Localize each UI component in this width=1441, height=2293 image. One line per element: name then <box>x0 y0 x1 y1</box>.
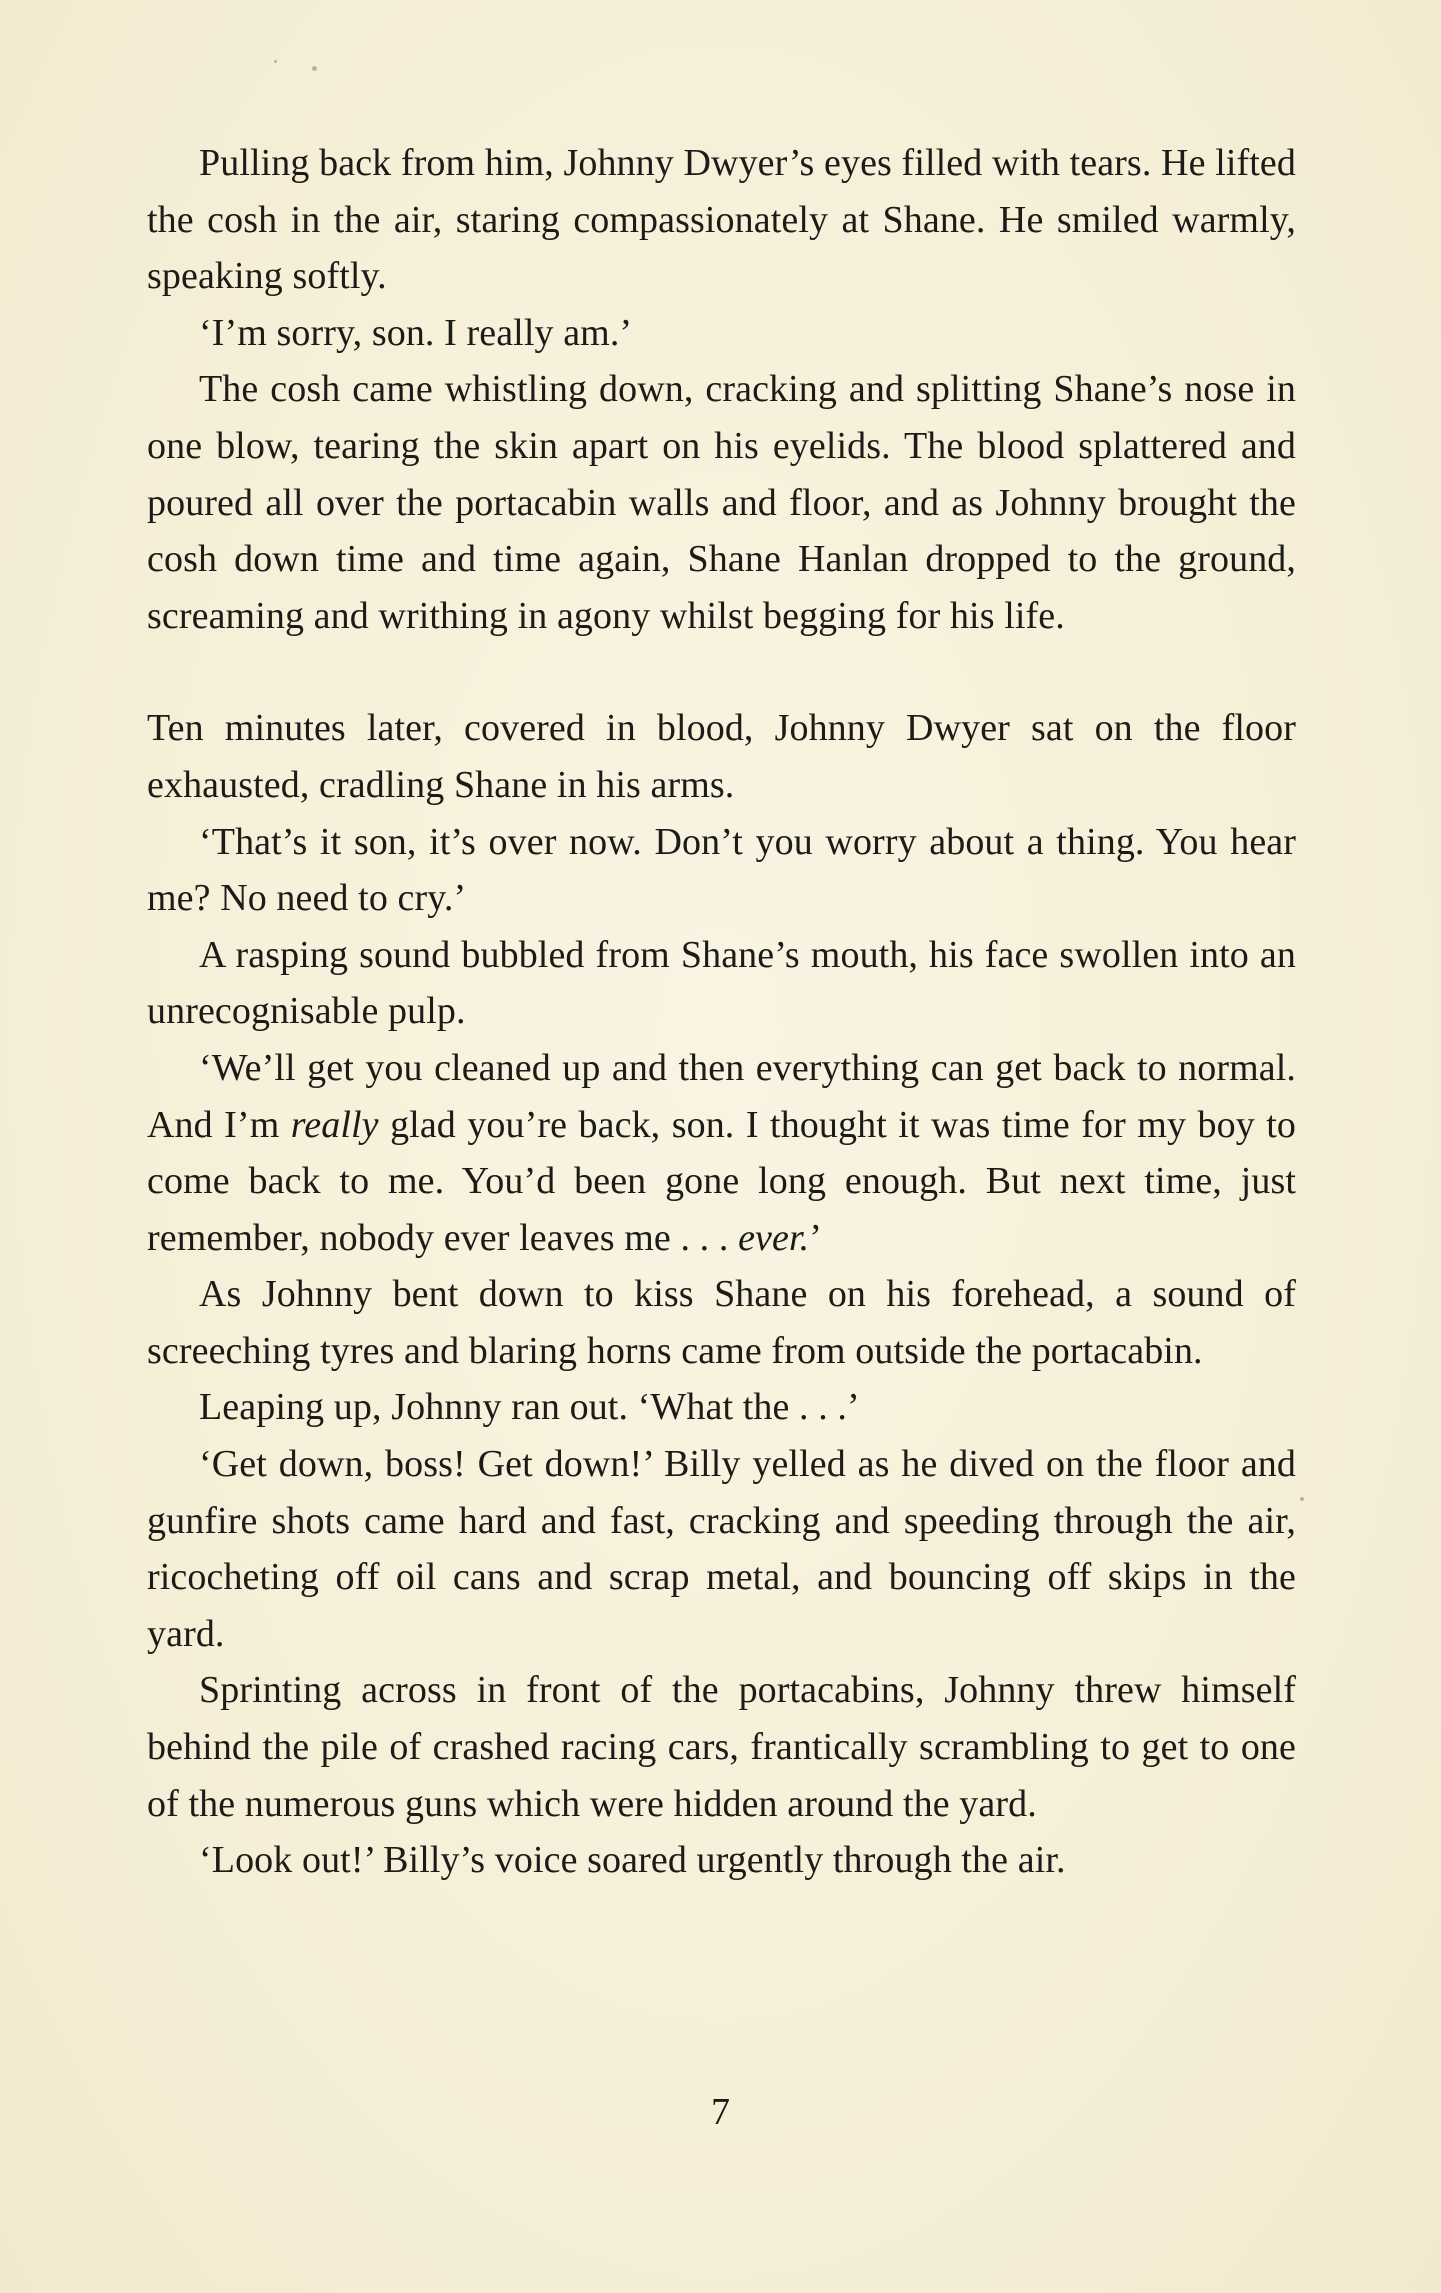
section-break <box>147 644 1296 700</box>
dust-speck <box>274 60 277 63</box>
paragraph <box>147 1266 1296 1379</box>
paragraph <box>147 361 1296 644</box>
paragraph <box>147 135 1296 305</box>
dust-speck <box>312 66 317 71</box>
body-text <box>147 135 1296 1889</box>
paragraph <box>147 305 1296 362</box>
paragraph-text: ‘Look out!’ Billy’s voice soared urgently through the air. <box>199 1839 1066 1882</box>
paragraph-text: ’ <box>809 1216 823 1259</box>
paragraph-text: ‘That’s it son, it’s over now. Don’t you worry about a thing. You hear me? No need to cry.’ <box>147 820 1296 920</box>
paragraph-text: The cosh came whistling down, cracking and splitting Shane’s nose in one blow, tearing the skin apart on his eyelids. The blood splattered and poured all over the portacabin walls and floor, and as Johnny brought the cosh down time and time again, Shane Hanlan dropped to the ground, screaming and writhing in agony whilst begging for his life. <box>147 368 1296 637</box>
paragraph-text: Leaping up, Johnny ran out. ‘What the . . .’ <box>199 1386 860 1429</box>
paragraph-text: ‘I’m sorry, son. I really am.’ <box>199 311 633 354</box>
paragraph <box>147 1040 1296 1266</box>
paragraph <box>147 814 1296 927</box>
paragraph-text: glad you’re back, son. I thought it was time for my boy to come back to me. You’d been gone long enough. But next time, just remember, nobody ever leaves me . . . <box>147 1103 1297 1259</box>
paragraph-text: As Johnny bent down to kiss Shane on his forehead, a sound of screeching tyres and blaring horns came from outside the portacabin. <box>147 1273 1296 1372</box>
paragraph <box>147 927 1296 1040</box>
paragraph <box>147 1662 1296 1832</box>
paragraph-text: Pulling back from him, Johnny Dwyer’s eyes filled with tears. He lifted the cosh in the air, staring compassionately at Shane. He smiled warmly, speaking softly. <box>147 142 1296 298</box>
paragraph-text: ‘Get down, boss! Get down!’ Billy yelled as he dived on the floor and gunfire shots came hard and fast, cracking and speeding through the air, ricocheting off oil cans and scrap metal, and bouncing off skips in the yard. <box>147 1443 1296 1655</box>
paragraph <box>147 1832 1296 1889</box>
paragraph-text: ‘We’ll get you cleaned up and then everything can get back to normal. And I’m <box>147 1046 1296 1146</box>
paragraph-text: Sprinting across in front of the portacabins, Johnny threw himself behind the pile of crashed racing cars, frantically scrambling to get to one of the numerous guns which were hidden around the yard. <box>147 1669 1296 1825</box>
italic-text: really <box>290 1103 379 1146</box>
paragraph <box>147 700 1296 813</box>
dust-speck <box>1300 1497 1304 1501</box>
page-number: 7 <box>711 2091 730 2133</box>
paragraph <box>147 1379 1296 1436</box>
paragraph <box>147 1436 1296 1662</box>
italic-text: ever. <box>738 1216 810 1259</box>
paragraph-text: Ten minutes later, covered in blood, Johnny Dwyer sat on the floor exhausted, cradling Shane in his arms. <box>147 707 1296 806</box>
paragraph-text: A rasping sound bubbled from Shane’s mouth, his face swollen into an unrecognisable pulp. <box>147 933 1296 1033</box>
